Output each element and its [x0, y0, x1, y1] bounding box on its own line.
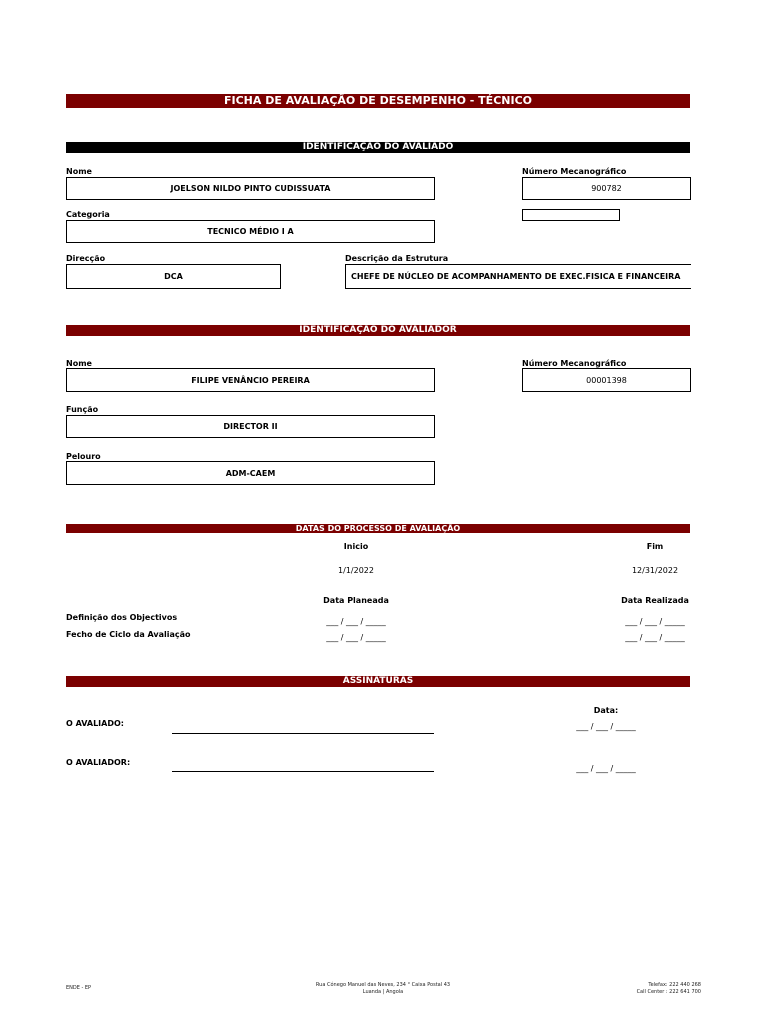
fecho-planeada-date[interactable]: ___ / ___ / _____: [326, 633, 386, 642]
data-realizada-label: Data Realizada: [621, 596, 689, 605]
avaliado-direccao-label: Direcção: [66, 254, 106, 263]
avaliado-direccao-field[interactable]: DCA: [66, 264, 281, 289]
section-assinaturas-header: ASSINATURAS: [66, 676, 690, 687]
fim-label: Fim: [646, 542, 664, 551]
avaliador-numero-field[interactable]: 00001398: [522, 368, 691, 392]
avaliado-estrutura-label: Descrição da Estrutura: [345, 254, 449, 263]
avaliado-numero-label: Número Mecanográfico: [522, 167, 627, 176]
avaliado-nome-field[interactable]: JOELSON NILDO PINTO CUDISSUATA: [66, 177, 435, 200]
avaliador-nome-label: Nome: [66, 359, 92, 368]
assinatura-data-label: Data:: [593, 706, 619, 715]
avaliado-extra-field[interactable]: [522, 209, 620, 221]
avaliado-nome-label: Nome: [66, 167, 92, 176]
avaliador-signature-line[interactable]: [172, 771, 434, 772]
avaliador-funcao-label: Função: [66, 405, 99, 414]
fecho-ciclo-label: Fecho de Ciclo da Avaliação: [66, 630, 191, 639]
fecho-realizada-date[interactable]: ___ / ___ / _____: [625, 633, 685, 642]
data-planeada-label: Data Planeada: [323, 596, 389, 605]
footer-address: [316, 982, 450, 996]
section-avaliador-header: IDENTIFICAÇÃO DO AVALIADOR: [66, 325, 690, 336]
definicao-objectivos-label: Definição dos Objectivos: [66, 613, 178, 622]
inicio-value: 1/1/2022: [338, 566, 374, 575]
avaliado-signature-date[interactable]: ___ / ___ / _____: [576, 722, 636, 731]
definicao-planeada-date[interactable]: ___ / ___ / _____: [326, 617, 386, 626]
footer-address-line2: Luanda | Angola: [362, 989, 404, 995]
avaliado-categoria-label: Categoria: [66, 210, 110, 219]
fim-value: 12/31/2022: [631, 566, 679, 575]
avaliador-funcao-field[interactable]: DIRECTOR II: [66, 415, 435, 438]
inicio-label: Inicio: [343, 542, 369, 551]
section-datas-header: DATAS DO PROCESSO DE AVALIAÇÃO: [66, 524, 690, 533]
definicao-realizada-date[interactable]: ___ / ___ / _____: [625, 617, 685, 626]
avaliador-signature-label: O AVALIADOR:: [66, 758, 131, 767]
avaliador-pelouro-field[interactable]: ADM-CAEM: [66, 461, 435, 485]
footer-contacts: [637, 982, 701, 996]
footer-telefax: Telefax: 222 440 268: [648, 982, 701, 988]
avaliado-estrutura-field[interactable]: CHEFE DE NÚCLEO DE ACOMPANHAMENTO DE EXEC.FISICA E FINANCEIRA: [345, 264, 691, 289]
avaliador-pelouro-label: Pelouro: [66, 452, 101, 461]
footer-callcenter: Call Center : 222 641 700: [636, 989, 701, 995]
avaliador-nome-field[interactable]: FILIPE VENÂNCIO PEREIRA: [66, 368, 435, 392]
form-title: FICHA DE AVALIAÇÃO DE DESEMPENHO - TÉCNICO: [66, 94, 690, 108]
footer-address-line1: Rua Cónego Manuel das Neves, 234 ° Caixa Postal 43: [315, 982, 451, 988]
section-avaliado-header: IDENTIFICAÇÃO DO AVALIADO: [66, 142, 690, 153]
avaliador-signature-date[interactable]: ___ / ___ / _____: [576, 764, 636, 773]
avaliado-categoria-field[interactable]: TECNICO MÉDIO I A: [66, 220, 435, 243]
avaliado-signature-line[interactable]: [172, 733, 434, 734]
avaliador-numero-label: Número Mecanográfico: [522, 359, 627, 368]
avaliado-numero-field[interactable]: 900782: [522, 177, 691, 200]
footer-company: ENDE - EP: [66, 985, 92, 991]
avaliado-signature-label: O AVALIADO:: [66, 719, 124, 728]
